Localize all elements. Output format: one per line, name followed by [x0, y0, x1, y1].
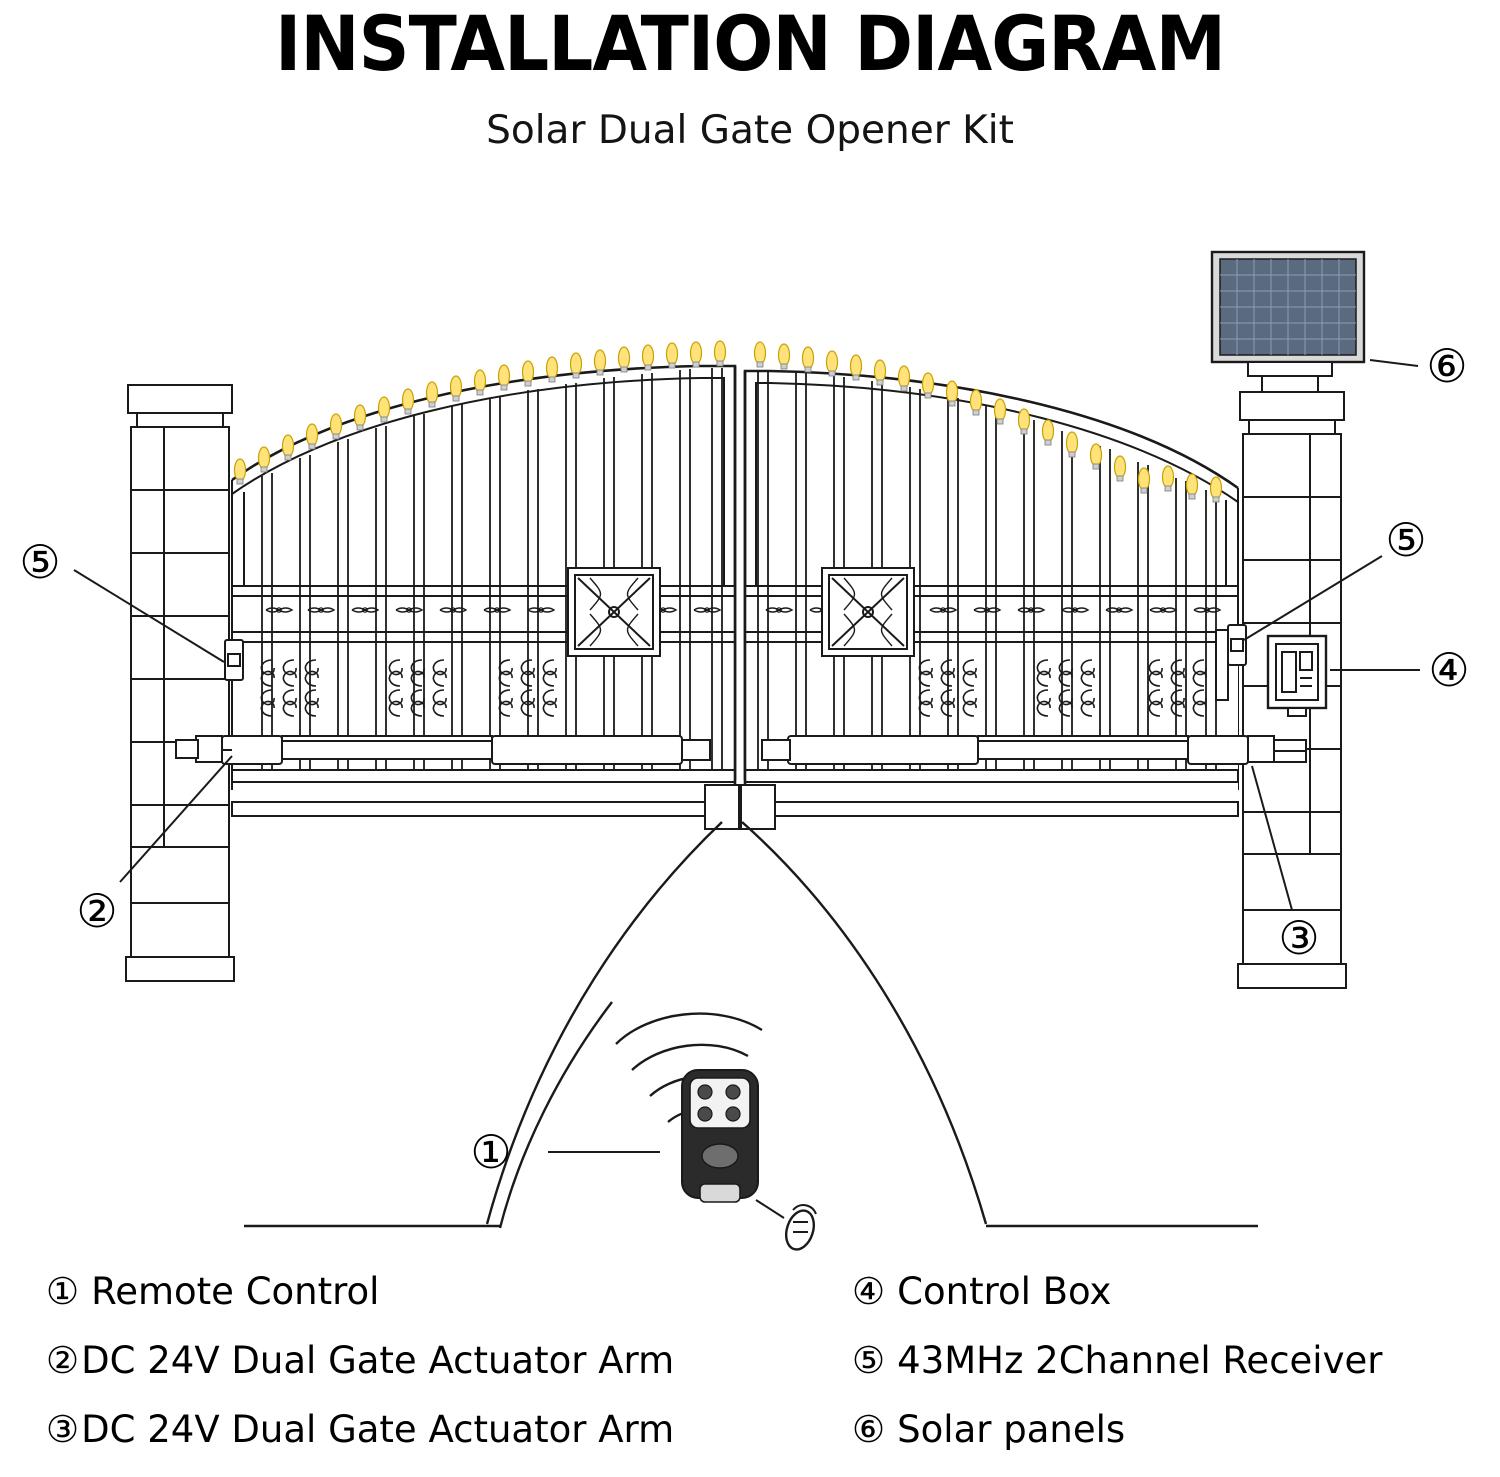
legend-item-4: [852, 1270, 1492, 1339]
gate-center-post: [705, 785, 775, 829]
legend-number-4: ④: [852, 1270, 886, 1313]
legend-number-1: ①: [46, 1270, 80, 1313]
actuator-arm-left: [176, 736, 710, 764]
legend-label-4: Control Box: [897, 1270, 1112, 1313]
legend-number-5: ⑤: [852, 1339, 886, 1382]
legend-label-6: Solar panels: [897, 1408, 1126, 1451]
callout-1: [470, 1125, 511, 1179]
callout-4: [1428, 643, 1469, 697]
svg-text:①: ①: [470, 1125, 512, 1179]
callout-2: [76, 884, 117, 938]
svg-text:③: ③: [1278, 911, 1320, 965]
svg-text:②: ②: [76, 884, 118, 938]
callout-5-left: [19, 535, 60, 589]
receiver-left: [225, 640, 243, 680]
callout-6: [1426, 339, 1467, 393]
legend-item-2: [46, 1339, 826, 1408]
legend-column-left: [46, 1270, 826, 1477]
legend-item-5: [852, 1339, 1492, 1408]
gate-medallion-right: [822, 568, 914, 656]
legend-label-2: DC 24V Dual Gate Actuator Arm: [81, 1339, 675, 1382]
actuator-arm-right: [762, 736, 1296, 764]
svg-text:⑥: ⑥: [1426, 339, 1468, 393]
svg-text:⑤: ⑤: [1385, 513, 1427, 567]
installation-diagram: [0, 170, 1500, 1260]
solar-panel: [1212, 252, 1364, 392]
legend: [0, 1270, 1500, 1477]
remote-control: [682, 1070, 819, 1253]
legend-item-3: [46, 1408, 826, 1477]
legend-number-2: ②: [46, 1339, 80, 1382]
legend-item-1: [46, 1270, 826, 1339]
pillar-left: [126, 385, 234, 981]
legend-label-5: 43MHz 2Channel Receiver: [897, 1339, 1383, 1382]
legend-number-6: ⑥: [852, 1408, 886, 1451]
legend-label-1: Remote Control: [91, 1270, 380, 1313]
pillar-junction-box: [1274, 740, 1306, 762]
legend-label-3: DC 24V Dual Gate Actuator Arm: [81, 1408, 675, 1451]
svg-text:⑤: ⑤: [19, 535, 61, 589]
legend-item-6: [852, 1408, 1492, 1477]
page-title: INSTALLATION DIAGRAM: [275, 0, 1225, 88]
page-subtitle: Solar Dual Gate Opener Kit: [486, 108, 1014, 153]
legend-column-right: [852, 1270, 1492, 1477]
gate-medallion-left: [568, 568, 660, 656]
svg-text:④: ④: [1428, 643, 1470, 697]
callout-3: [1278, 911, 1319, 965]
callout-5-right: [1385, 513, 1426, 567]
legend-number-3: ③: [46, 1408, 80, 1451]
control-box: [1268, 636, 1326, 716]
